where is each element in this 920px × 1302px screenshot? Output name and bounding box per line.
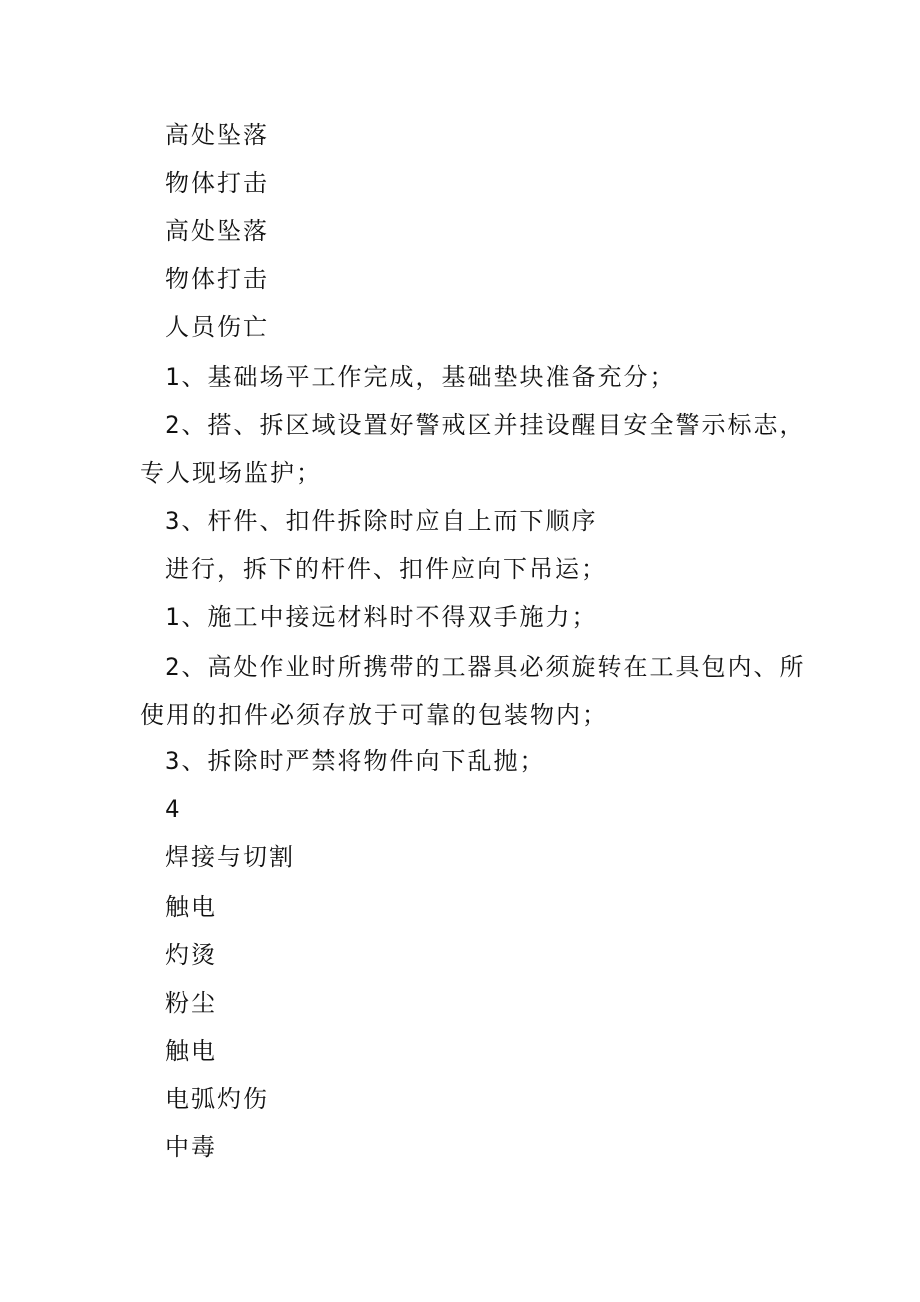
text-line: 3、拆除时严禁将物件向下乱抛； — [165, 747, 546, 775]
text-line: 物体打击 — [165, 265, 269, 293]
text-line: 电弧灼伤 — [165, 1085, 269, 1113]
text-line: 粉尘 — [165, 989, 217, 1017]
text-line: 人员伤亡 — [165, 313, 269, 341]
text-line: 3、杆件、扣件拆除时应自上而下顺序 — [165, 507, 598, 535]
text-line: 进行，拆下的杆件、扣件应向下吊运； — [165, 555, 607, 583]
text-line: 4 — [165, 795, 182, 823]
text-line: 灼烫 — [165, 941, 217, 969]
text-line: 2、搭、拆区域设置好警戒区并挂设醒目安全警示标志， — [165, 411, 806, 439]
text-line: 专人现场监护； — [140, 459, 322, 487]
text-line: 物体打击 — [165, 169, 269, 197]
text-line: 触电 — [165, 893, 217, 921]
text-line: 2、高处作业时所携带的工器具必须旋转在工具包内、所 — [165, 653, 806, 681]
text-line: 高处坠落 — [165, 217, 269, 245]
text-line: 使用的扣件必须存放于可靠的包装物内； — [140, 701, 608, 729]
text-line: 高处坠落 — [165, 121, 269, 149]
text-line: 1、施工中接远材料时不得双手施力； — [165, 603, 598, 631]
text-line: 焊接与切割 — [165, 843, 295, 871]
text-line: 1、基础场平工作完成，基础垫块准备充分； — [165, 363, 676, 391]
text-line: 中毒 — [165, 1133, 217, 1161]
text-line: 触电 — [165, 1037, 217, 1065]
